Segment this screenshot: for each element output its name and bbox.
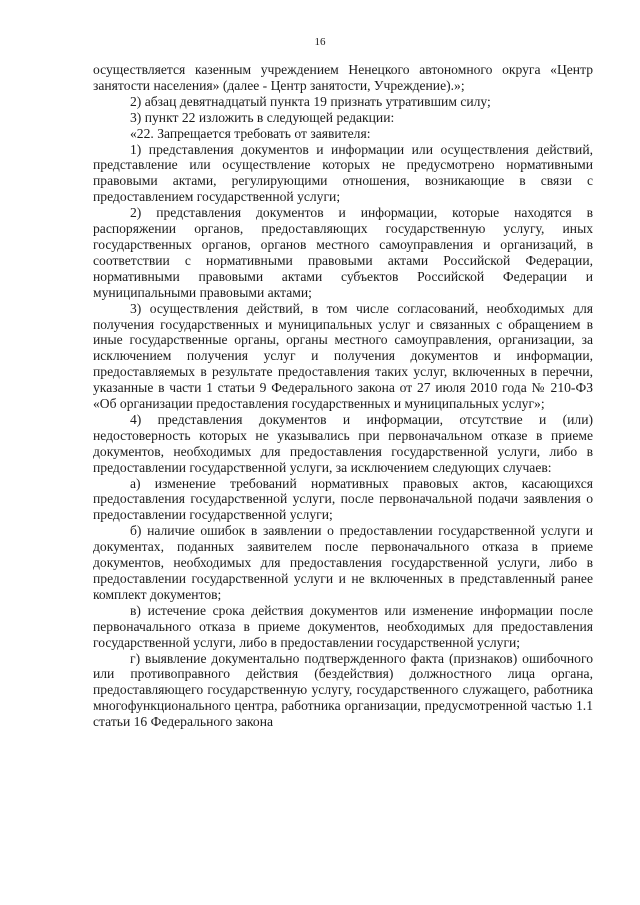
page-number: 16: [314, 36, 326, 48]
paragraph-subitem-2: 2) представления документов и информации, которые находятся в распоряжении органов, предоставляющих государственную услугу, иных государственных органов, органов местного самоуправления и организаций, в соответствии с нормативными правовыми актами Российской Федерации, нормативными правовыми актами субъектов Российской Федерации и муниципальными правовыми актами;: [93, 205, 593, 300]
paragraph-clause-22: «22. Запрещается требовать от заявителя:: [130, 125, 371, 141]
paragraph-case-g: г) выявление документально подтвержденного факта (признаков) ошибочного или противоправного действия (бездействия) должностного лица органа, предоставляющего государственную услугу, государственного служащего, работника многофункционального центра, работника организации, предусмотренной частью 1.1 статьи 16 Федерального закона: [93, 650, 593, 730]
document-body: [93, 62, 593, 730]
paragraph-case-a: а) изменение требований нормативных правовых актов, касающихся предоставления государственной услуги, после первоначальной подачи заявления о предоставлении государственной услуги;: [93, 475, 593, 523]
paragraph-subitem-4: 4) представления документов и информации, отсутствие и (или) недостоверность которых не указывались при первоначальном отказе в приеме документов, необходимых для предоставления государственной услуги, либо в предоставлении государственной услуги, за исключением следующих случаев:: [93, 411, 593, 475]
paragraph-intro-continuation: осуществляется казенным учреждением Ненецкого автономного округа «Центр занятости населения» (далее - Центр занятости, Учреждение).»;: [93, 62, 593, 93]
paragraph-item-3: 3) пункт 22 изложить в следующей редакции:: [130, 109, 395, 125]
paragraph-case-b: б) наличие ошибок в заявлении о предоставлении государственной услуги и документах, поданных заявителем после первоначального отказа в приеме документов, необходимых для предоставления государственной услуги, либо в предоставлении государственной услуги и не включенных в представленный ранее комплект документов;: [93, 523, 593, 602]
paragraph-subitem-3: 3) осуществления действий, в том числе согласований, необходимых для получения государственных и муниципальных услуг и связанных с обращением в иные государственные органы, органы местного самоуправления, организации, за исключением получения услуг и получения документов и информации, предоставляемых в результате предоставления таких услуг, включенных в перечни, указанные в части 1 статьи 9 Федерального закона от 27 июля 2010 года № 210-ФЗ «Об организации предоставления государственных и муниципальных услуг»;: [93, 300, 593, 412]
paragraph-subitem-1: 1) представления документов и информации или осуществления действий, представление или осуществление которых не предусмотрено нормативными правовыми актами, регулирующими отношения, возникающие в связи с предоставлением государственной услуги;: [93, 141, 593, 205]
paragraph-item-2: 2) абзац девятнадцатый пункта 19 признать утратившим силу;: [130, 93, 491, 109]
paragraph-case-v: в) истечение срока действия документов или изменение информации после первоначального отказа в приеме документов, необходимых для предоставления государственной услуги, либо в предоставлении государственной услуги;: [93, 602, 593, 650]
